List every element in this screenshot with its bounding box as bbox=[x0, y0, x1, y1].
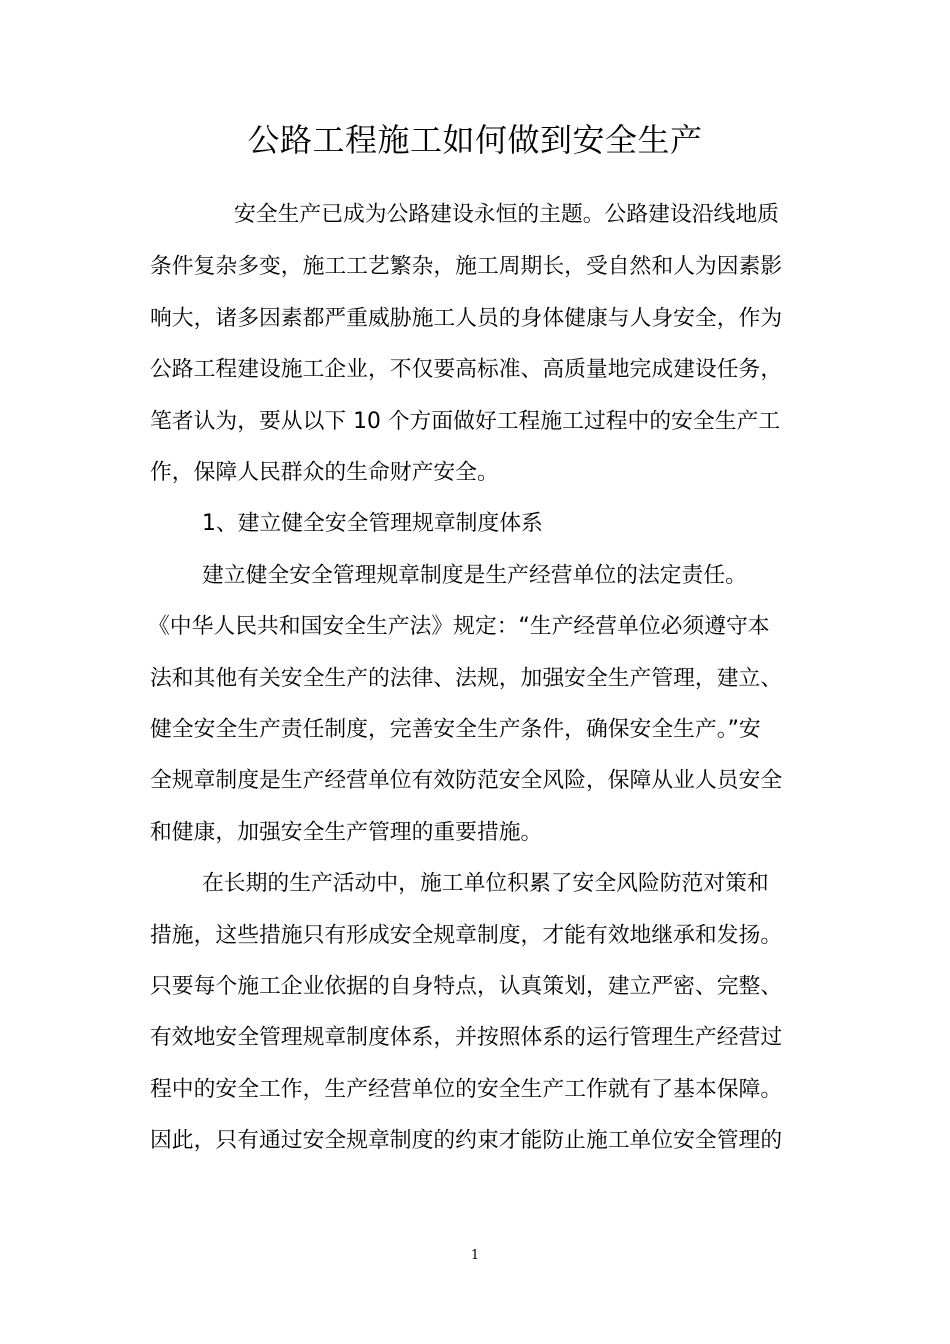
paragraph-line: 公路工程建设施工企业，不仅要高标准、高质量地完成建设任务， bbox=[150, 357, 783, 382]
paragraph-line: 和健康，加强安全生产管理的重要措施。 bbox=[150, 820, 543, 845]
section-heading: 1、建立健全安全管理规章制度体系 bbox=[202, 511, 543, 536]
paragraph-line: 程中的安全工作，生产经营单位的安全生产工作就有了基本保障。 bbox=[150, 1077, 783, 1102]
paragraph-line: 法和其他有关安全生产的法律、法规，加强安全生产管理，建立、 bbox=[150, 666, 783, 691]
paragraph-line: 《中华人民共和国安全生产法》规定：“生产经营单位必须遵守本 bbox=[148, 614, 770, 639]
paragraph-line: 全规章制度是生产经营单位有效防范安全风险，保障从业人员安全 bbox=[150, 768, 783, 793]
paragraph-line: 只要每个施工企业依据的自身特点，认真策划，建立严密、完整、 bbox=[150, 974, 783, 999]
paragraph-line: 健全安全生产责任制度，完善安全生产条件，确保安全生产。”安 bbox=[150, 717, 761, 742]
paragraph-line: 有效地安全管理规章制度体系，并按照体系的运行管理生产经营过 bbox=[150, 1025, 783, 1050]
paragraph-line: 建立健全安全管理规章制度是生产经营单位的法定责任。 bbox=[202, 563, 747, 588]
paragraph-line: 措施，这些措施只有形成安全规章制度，才能有效地继承和发扬。 bbox=[150, 923, 783, 948]
paragraph-line: 安全生产已成为公路建设永恒的主题。公路建设沿线地质 bbox=[234, 202, 779, 227]
paragraph-line: 在长期的生产活动中，施工单位积累了安全风险防范对策和 bbox=[202, 871, 769, 896]
paragraph-line: 因此，只有通过安全规章制度的约束才能防止施工单位安全管理的 bbox=[150, 1128, 783, 1153]
page-number: 1 bbox=[470, 1248, 480, 1263]
paragraph-line: 响大，诸多因素都严重威胁施工人员的身体健康与人身安全，作为 bbox=[150, 306, 783, 331]
paragraph-line: 笔者认为，要从以下 10 个方面做好工程施工过程中的安全生产工 bbox=[150, 409, 781, 434]
document-title: 公路工程施工如何做到安全生产 bbox=[247, 121, 703, 159]
paragraph-line: 作，保障人民群众的生命财产安全。 bbox=[150, 460, 499, 485]
paragraph-line: 条件复杂多变，施工工艺繁杂，施工周期长，受自然和人为因素影 bbox=[150, 254, 783, 279]
